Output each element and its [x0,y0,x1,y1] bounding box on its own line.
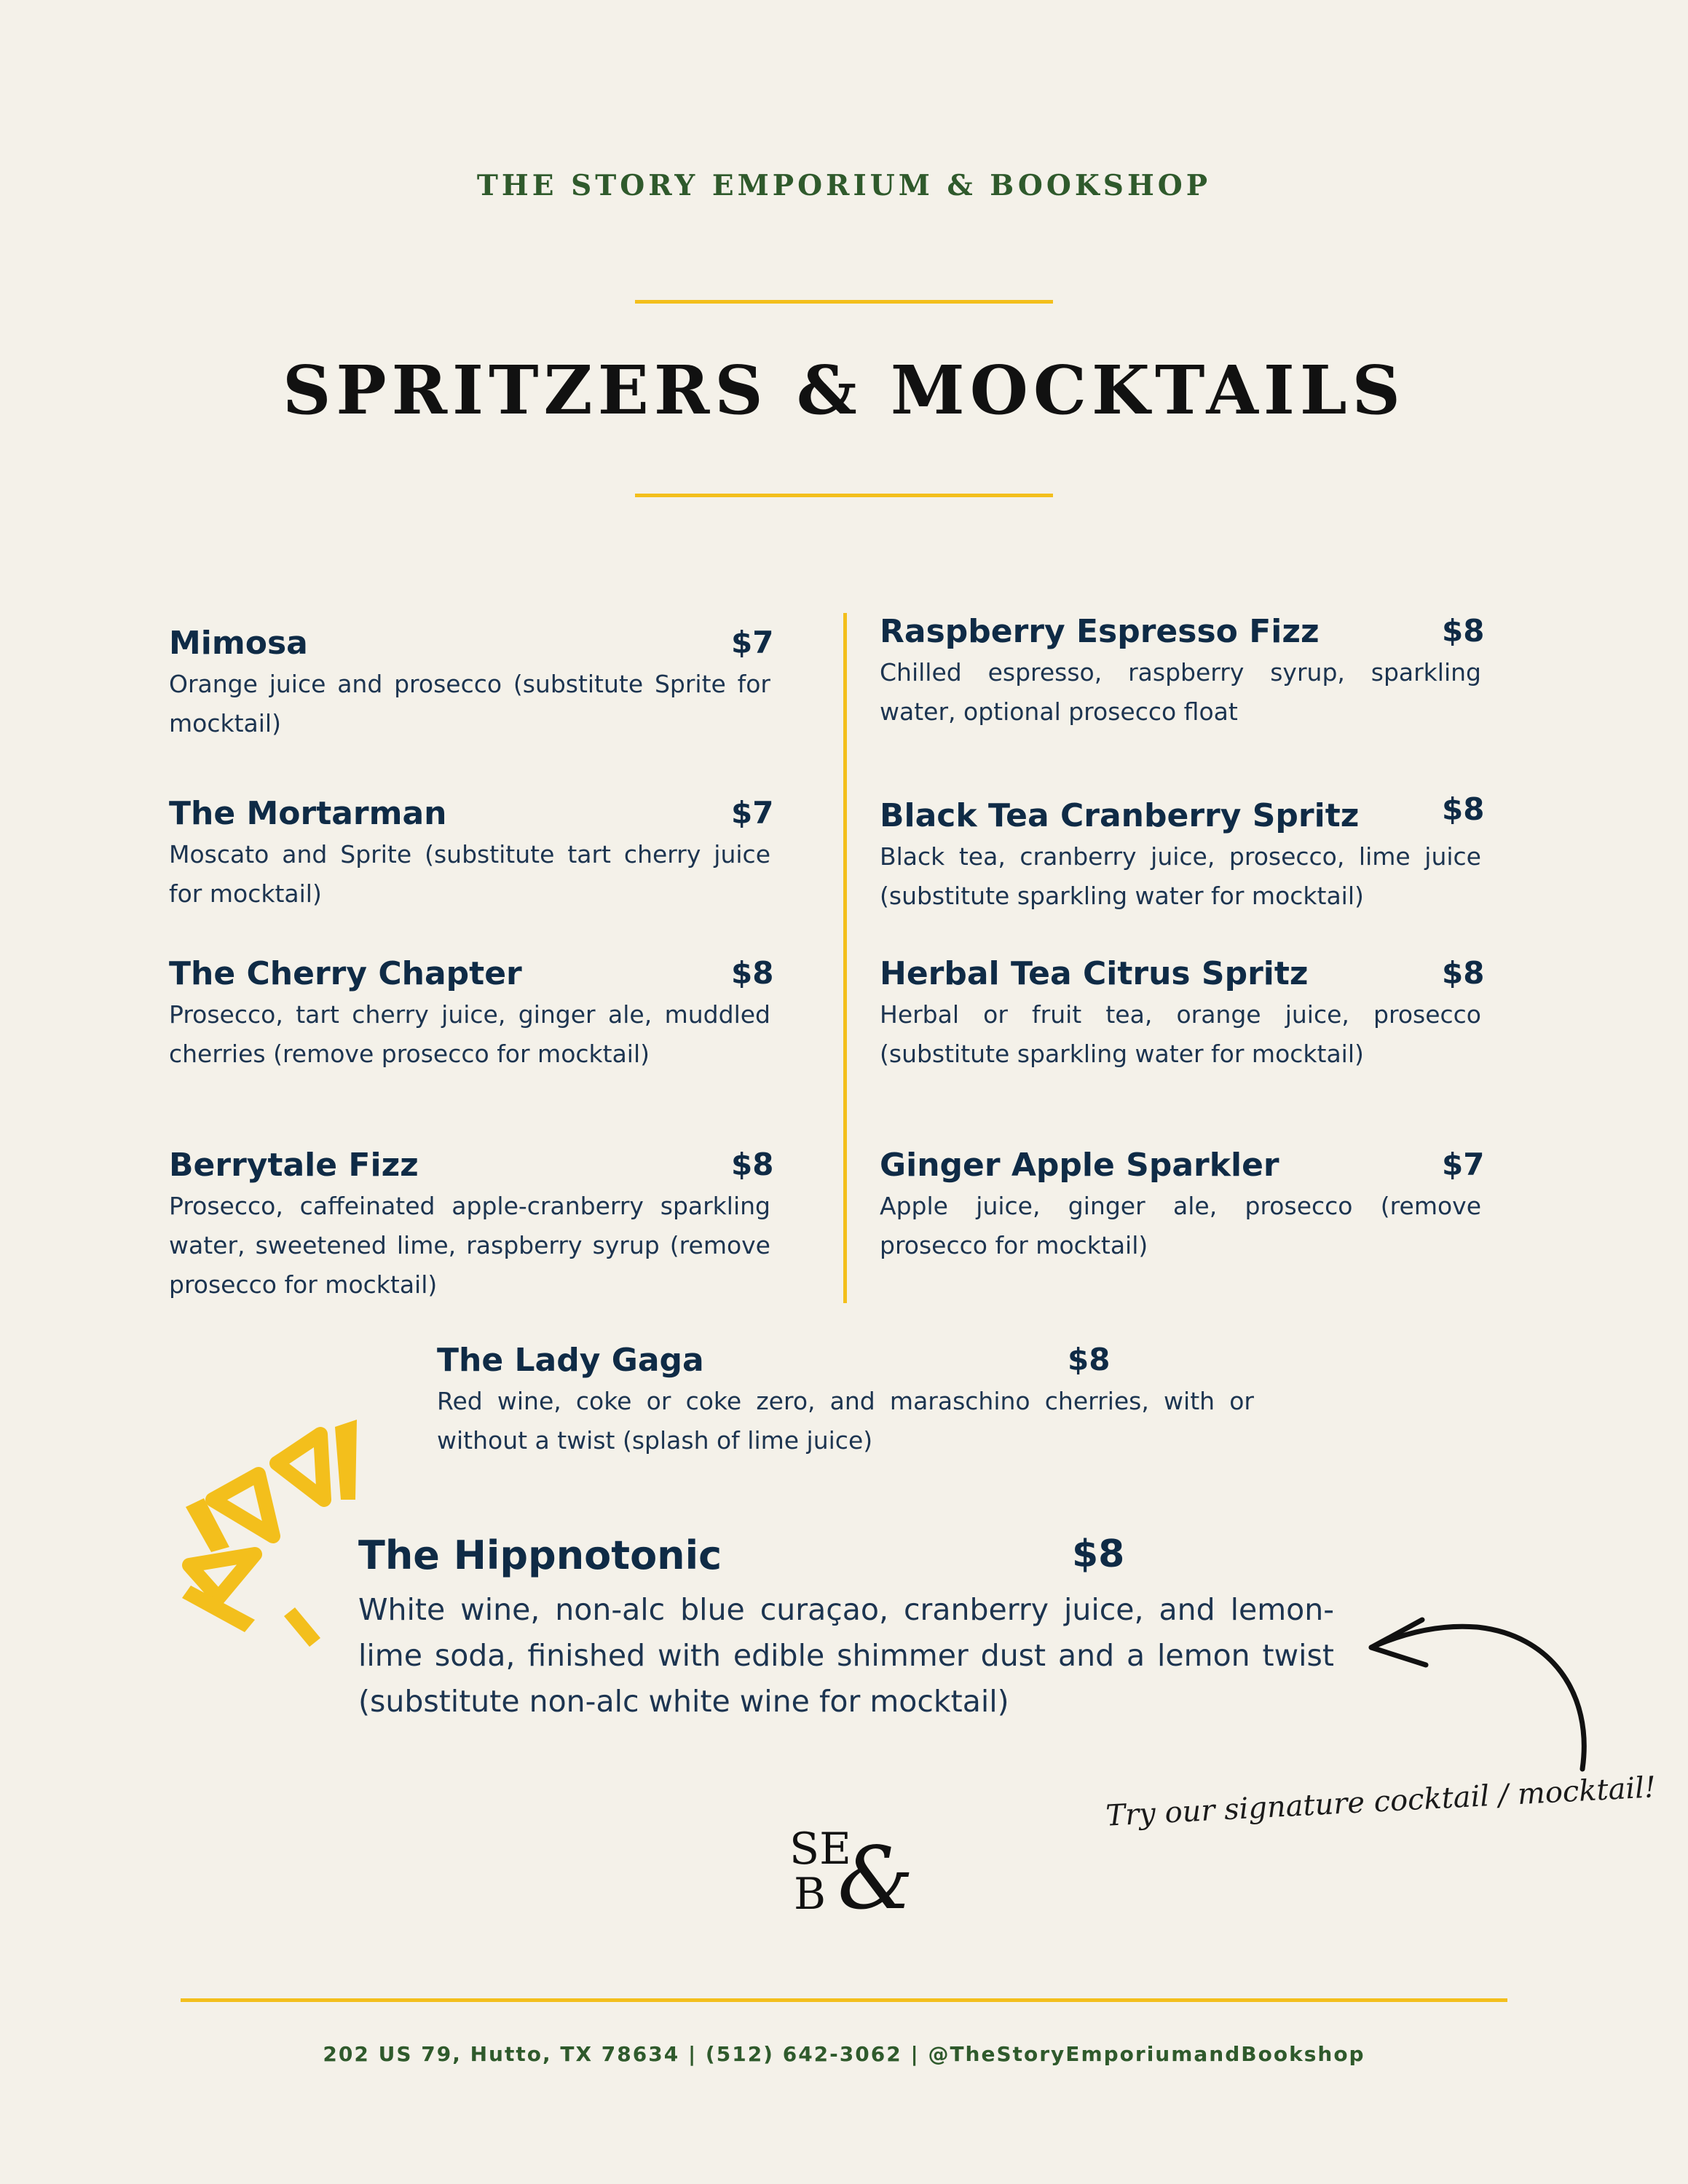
item-name: Raspberry Espresso Fizz [880,613,1320,650]
brand-name: THE STORY EMPORIUM & BOOKSHOP [476,169,1212,202]
logo-ampersand: & [837,1828,915,1928]
item-name: The Lady Gaga [437,1342,704,1379]
item-price: $7 [731,625,774,660]
featured-item-hippnotonic [358,1532,1334,1725]
menu-item-mortarman [169,795,774,914]
menu-item-black-tea-cranberry-spritz [880,791,1485,916]
column-divider [843,613,847,1303]
item-description: Apple juice, ginger ale, prosecco (remove prosecco for mocktail) [880,1192,1481,1259]
item-name: The Hippnotonic [358,1532,722,1578]
signature-note: Try our signature cocktail / mocktail! [1105,1770,1657,1833]
item-description: Red wine, coke or coke zero, and maraschino cherries, with or without a twist (splash of lime juice) [437,1387,1254,1455]
logo-text-b: B [794,1869,827,1920]
menu-item-raspberry-espresso-fizz [880,613,1485,732]
item-description: Prosecco, caffeinated apple-cranberry sparkling water, sweetened lime, raspberry syrup (remove prosecco for mocktail) [169,1192,770,1299]
item-name: Herbal Tea Citrus Spritz [880,955,1309,992]
menu-item-mimosa [169,625,774,743]
item-description: Chilled espresso, raspberry syrup, sparkling water, optional prosecco float [880,658,1481,726]
item-price: $8 [1072,1532,1125,1576]
item-name: Mimosa [169,625,308,662]
item-name: Black Tea Cranberry Spritz [880,797,1360,834]
item-price: $7 [731,795,774,831]
item-description: Prosecco, tart cherry juice, ginger ale, muddled cherries (remove prosecco for mocktail) [169,1000,770,1068]
item-name: Berrytale Fizz [169,1147,419,1184]
item-name: The Cherry Chapter [169,955,522,992]
menu-item-berrytale-fizz [169,1147,774,1305]
curved-arrow-icon [1360,1605,1593,1780]
item-price: $8 [1442,791,1485,827]
item-price: $7 [1442,1147,1485,1182]
footer-contact: 202 US 79, Hutto, TX 78634 | (512) 642-3062 | @TheStoryEmporiumandBookshop [323,2042,1365,2066]
page-title: SPRITZERS & MOCKTAILS [282,351,1405,430]
shop-logo [785,1824,931,1933]
menu-item-lady-gaga [437,1342,1254,1460]
item-price: $8 [1068,1342,1111,1377]
item-name: Ginger Apple Sparkler [880,1147,1279,1184]
item-price: $8 [1442,613,1485,649]
item-description: White wine, non-alc blue curaçao, cranberry juice, and lemon-lime soda, finished with edible shimmer dust and a lemon twist (substitute non-alc white wine for mocktail) [358,1592,1334,1719]
item-price: $8 [731,1147,774,1182]
item-description: Herbal or fruit tea, orange juice, prosecco (substitute sparkling water for mocktail) [880,1000,1481,1068]
item-name: The Mortarman [169,795,447,832]
footer-rule [181,1998,1507,2002]
item-price: $8 [1442,955,1485,991]
item-description: Orange juice and prosecco (substitute Sprite for mocktail) [169,670,770,737]
menu-item-ginger-apple-sparkler [880,1147,1485,1265]
logo-text-se: SE [789,1824,851,1875]
item-description: Moscato and Sprite (substitute tart cherry juice for mocktail) [169,840,770,908]
burst-icon [175,1420,371,1660]
item-description: Black tea, cranberry juice, prosecco, lime juice (substitute sparkling water for mocktail) [880,842,1481,910]
title-bottom-rule [635,494,1053,497]
menu-item-herbal-tea-citrus-spritz [880,955,1485,1074]
menu-item-cherry-chapter [169,955,774,1074]
item-price: $8 [731,955,774,991]
title-top-rule [635,300,1053,304]
